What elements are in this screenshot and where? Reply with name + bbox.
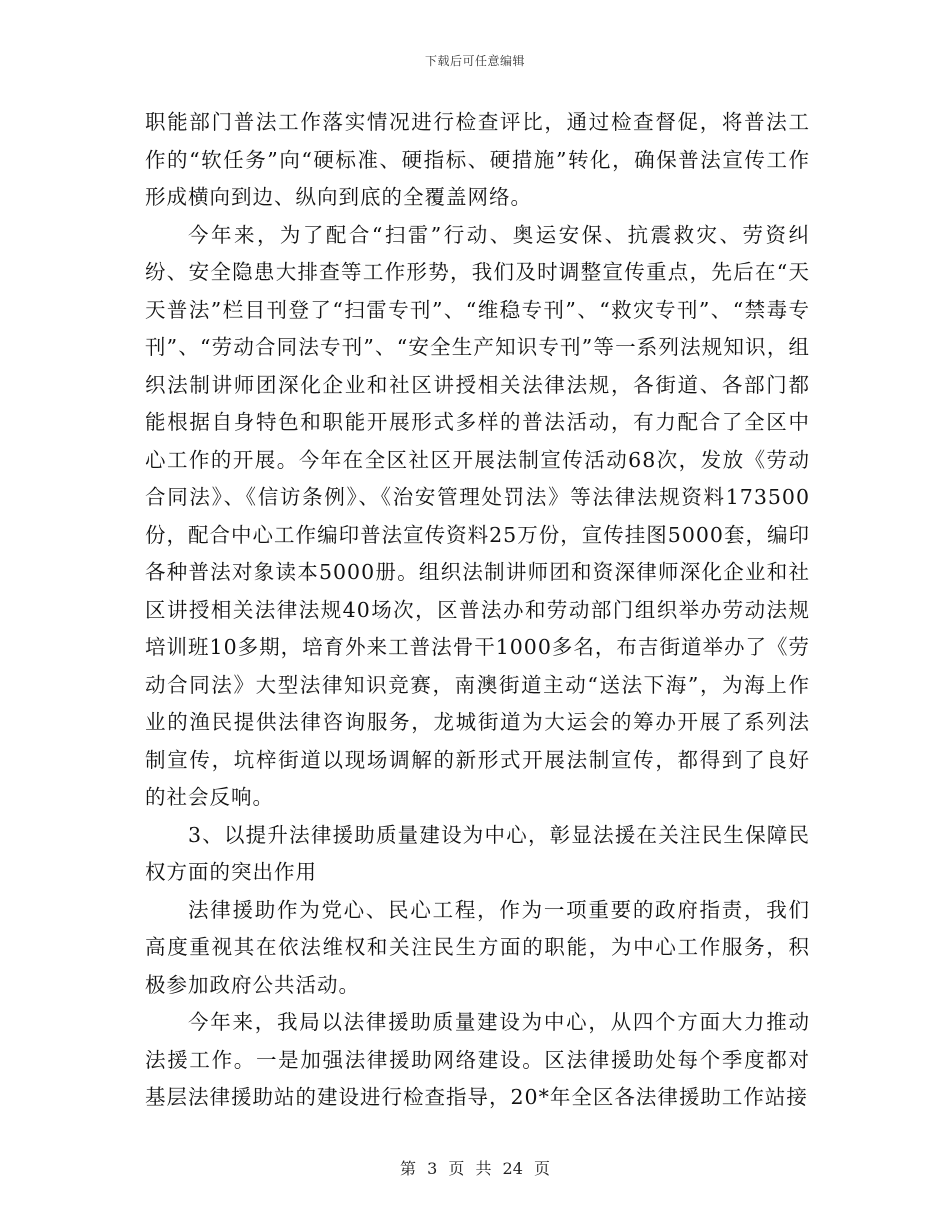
paragraph-2: 今年来，为了配合“扫雷”行动、奥运安保、抗震救灾、劳资纠纷、安全隐患大排查等工作形势，我们及时调整宣传重点，先后在“天天普法”栏目刊登了“扫雷专刊”、“维稳专刊”、“救灾专刊”、“禁毒专刊”、“劳动合同法专刊”、“安全生产知识专刊”等一系列法规知识，组织法制讲师团深化企业和社区讲授相关法律法规，各街道、各部门都能根据自身特色和职能开展形式多样的普法活动，有力配合了全区中心工作的开展。今年在全区社区开展法制宣传活动68次，发放《劳动合同法》、《信访条例》、《治安管理处罚法》等法律法规资料173500份，配合中心工作编印普法宣传资料25万份，宣传挂图5000套，编印各种普法对象读本5000册。组织法制讲师团和资深律师深化企业和社区讲授相关法律法规40场次，区普法办和劳动部门组织举办劳动法规培训班10多期，培育外来工普法骨干1000多名，布吉街道举办了《劳动合同法》大型法律知识竞赛，南澳街道主动“送法下海”，为海上作业的渔民提供法律咨询服务，龙城街道为大运会的筹办开展了系列法制宣传，坑梓街道以现场调解的新形式开展法制宣传，都得到了良好的社会反响。 [145,222,810,809]
page-footer: 第 3 页 共 24 页 [400,1159,550,1178]
page-header: 下载后可任意编辑 [424,54,525,68]
paragraph-1: 职能部门普法工作落实情况进行检查评比，通过检查督促，将普法工作的“软任务”向“硬标准、硬指标、硬措施”转化，确保普法宣传工作形成横向到边、纵向到底的全覆盖网络。 [145,110,810,209]
paragraph-4: 法律援助作为党心、民心工程，作为一项重要的政府指责，我们高度重视其在依法维权和关注民生方面的职能，为中心工作服务，积极参加政府公共活动。 [145,897,810,997]
paragraph-5: 今年来，我局以法律援助质量建设为中心，从四个方面大力推动法援工作。一是加强法律援助网络建设。区法律援助处每个季度都对基层法律援助站的建设进行检查指导，20*年全区各法律援助工作站接 [145,1010,810,1109]
document-body [145,104,810,1117]
section-heading-3: 3、以提升法律援助质量建设为中心，彰显法援在关注民生保障民权方面的突出作用 [145,822,810,884]
